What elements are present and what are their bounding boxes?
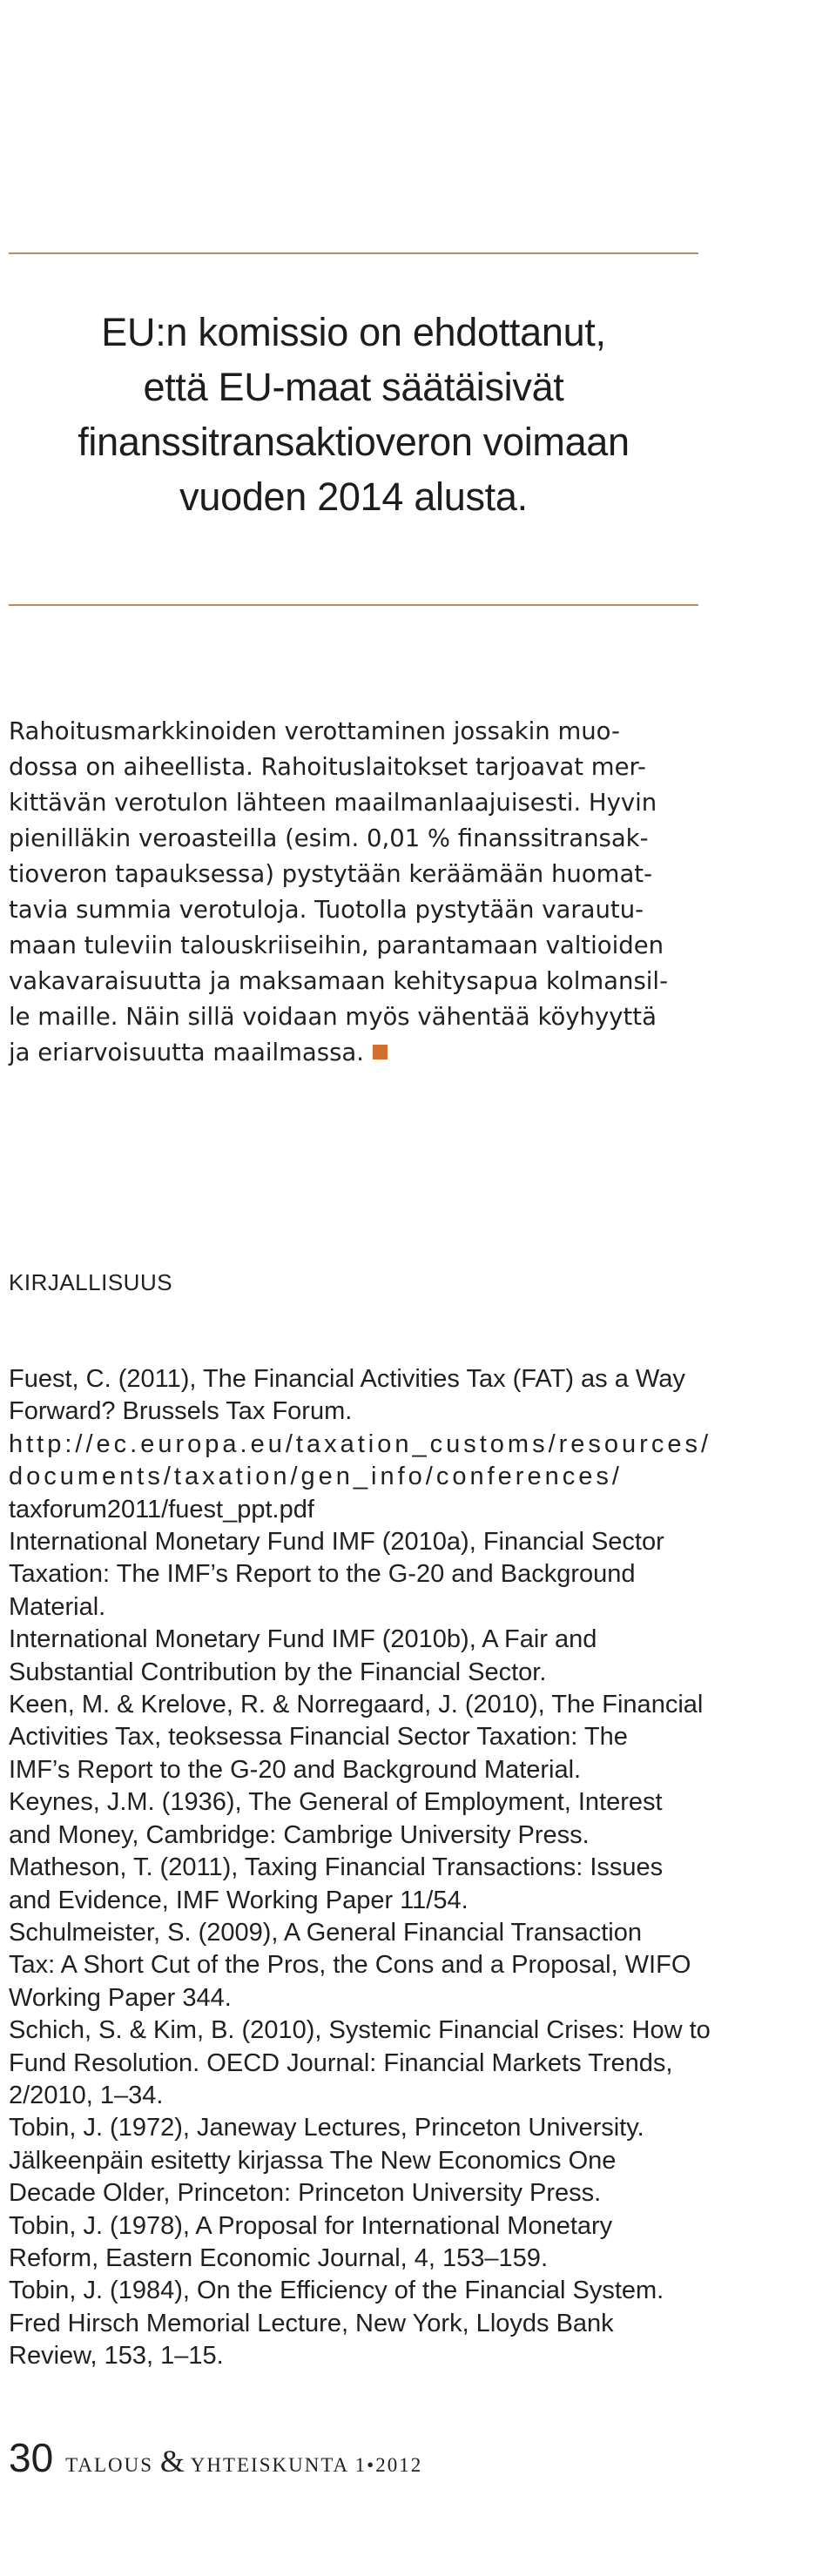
reference-line: Tax: A Short Cut of the Pros, the Cons and a Proposal, WIFO bbox=[9, 1951, 691, 1980]
end-square-icon bbox=[373, 1045, 388, 1059]
reference-line: Substantial Contribution by the Financial Sector. bbox=[9, 1658, 547, 1686]
body-paragraph bbox=[9, 714, 698, 1071]
issue-number: 1•2012 bbox=[354, 2454, 423, 2476]
reference-url-line: taxforum2011/fuest_ppt.pdf bbox=[9, 1495, 314, 1523]
reference-line: Tobin, J. (1978), A Proposal for International Monetary bbox=[9, 2211, 613, 2240]
reference-line: Decade Older, Princeton: Princeton University Press. bbox=[9, 2179, 602, 2208]
body-line: ja eriarvoisuutta maailmassa. bbox=[9, 1039, 365, 1066]
reference-line: International Monetary Fund IMF (2010a), Financial Sector bbox=[9, 1528, 664, 1557]
reference-line: Matheson, T. (2011), Taxing Financial Transactions: Issues bbox=[9, 1853, 664, 1882]
pullquote-line: että EU-maat säätäisivät bbox=[143, 365, 564, 409]
pullquote-line: EU:n komissio on ehdottanut, bbox=[101, 310, 606, 354]
references-list bbox=[9, 1363, 712, 2373]
reference-line: Material. bbox=[9, 1592, 106, 1621]
reference-line: Schulmeister, S. (2009), A General Financial Transaction bbox=[9, 1918, 642, 1947]
page-footer bbox=[9, 2434, 422, 2481]
reference-line: Tobin, J. (1972), Janeway Lectures, Princeton University. bbox=[9, 2114, 644, 2142]
pullquote bbox=[9, 305, 698, 524]
reference-line: Working Paper 344. bbox=[9, 1983, 232, 2012]
body-line-last bbox=[9, 1035, 698, 1071]
body-line: tioveron tapauksessa) pystytään keräämään huomat- bbox=[9, 860, 652, 888]
reference-line: Review, 153, 1–15. bbox=[9, 2342, 224, 2371]
page-number: 30 bbox=[9, 2435, 54, 2480]
body-line: tavia summia verotuloja. Tuotolla pystytään varautu- bbox=[9, 896, 644, 924]
body-line: vakavaraisuutta ja maksamaan kehitysapua kolmansil- bbox=[9, 967, 668, 995]
reference-line: International Monetary Fund IMF (2010b), A Fair and bbox=[9, 1625, 597, 1654]
reference-line: and Evidence, IMF Working Paper 11/54. bbox=[9, 1886, 469, 1914]
body-line: pienilläkin veroasteilla (esim. 0,01 % finanssitransak- bbox=[9, 824, 649, 852]
reference-url-line: documents/taxation/gen_info/conferences/ bbox=[9, 1463, 623, 1491]
reference-line: Tobin, J. (1984), On the Efficiency of the Financial System. bbox=[9, 2277, 664, 2305]
reference-line: 2/2010, 1–34. bbox=[9, 2081, 164, 2109]
pullquote-line: vuoden 2014 alusta. bbox=[179, 474, 528, 519]
top-divider bbox=[9, 252, 698, 254]
body-line: le maille. Näin sillä voidaan myös vähentää köyhyyttä bbox=[9, 1003, 657, 1031]
reference-line: Taxation: The IMF’s Report to the G-20 and Background bbox=[9, 1560, 636, 1589]
body-line: maan tuleviin talouskriiseihin, parantamaan valtioiden bbox=[9, 932, 664, 959]
body-line: Rahoitusmarkkinoiden verottaminen jossakin muo- bbox=[9, 717, 620, 745]
journal-name bbox=[65, 2444, 423, 2478]
journal-name-part: YHTEISKUNTA bbox=[190, 2454, 348, 2476]
reference-line: Fred Hirsch Memorial Lecture, New York, Lloyds Bank bbox=[9, 2309, 614, 2337]
reference-line: Fund Resolution. OECD Journal: Financial Markets Trends, bbox=[9, 2048, 673, 2077]
references-heading: KIRJALLISUUS bbox=[9, 1269, 173, 1295]
journal-ampersand: & bbox=[159, 2444, 185, 2478]
body-line: kittävän verotulon lähteen maailmanlaajuisesti. Hyvin bbox=[9, 789, 657, 817]
reference-line: and Money, Cambridge: Cambrige University Press. bbox=[9, 1820, 590, 1849]
reference-line: Schich, S. & Kim, B. (2010), Systemic Financial Crises: How to bbox=[9, 2016, 711, 2045]
reference-line: Reform, Eastern Economic Journal, 4, 153–159. bbox=[9, 2243, 548, 2272]
journal-name-part: TALOUS bbox=[65, 2454, 154, 2476]
body-line: dossa on aiheellista. Rahoituslaitokset tarjoavat mer- bbox=[9, 753, 646, 781]
reference-line: Fuest, C. (2011), The Financial Activities Tax (FAT) as a Way bbox=[9, 1365, 685, 1393]
pullquote-line: finanssitransaktioveron voimaan bbox=[78, 420, 630, 464]
reference-line: Keynes, J.M. (1936), The General of Employment, Interest bbox=[9, 1788, 663, 1817]
bottom-divider bbox=[9, 604, 698, 606]
reference-line: Keen, M. & Krelove, R. & Norregaard, J. (2010), The Financial bbox=[9, 1691, 704, 1719]
reference-url-line: http://ec.europa.eu/taxation_customs/resources/ bbox=[9, 1429, 712, 1458]
reference-line: Activities Tax, teoksessa Financial Sector Taxation: The bbox=[9, 1723, 628, 1752]
reference-line: IMF’s Report to the G-20 and Background Material. bbox=[9, 1755, 582, 1784]
reference-line: Forward? Brussels Tax Forum. bbox=[9, 1397, 353, 1426]
reference-line: Jälkeenpäin esitetty kirjassa The New Economics One bbox=[9, 2146, 617, 2175]
